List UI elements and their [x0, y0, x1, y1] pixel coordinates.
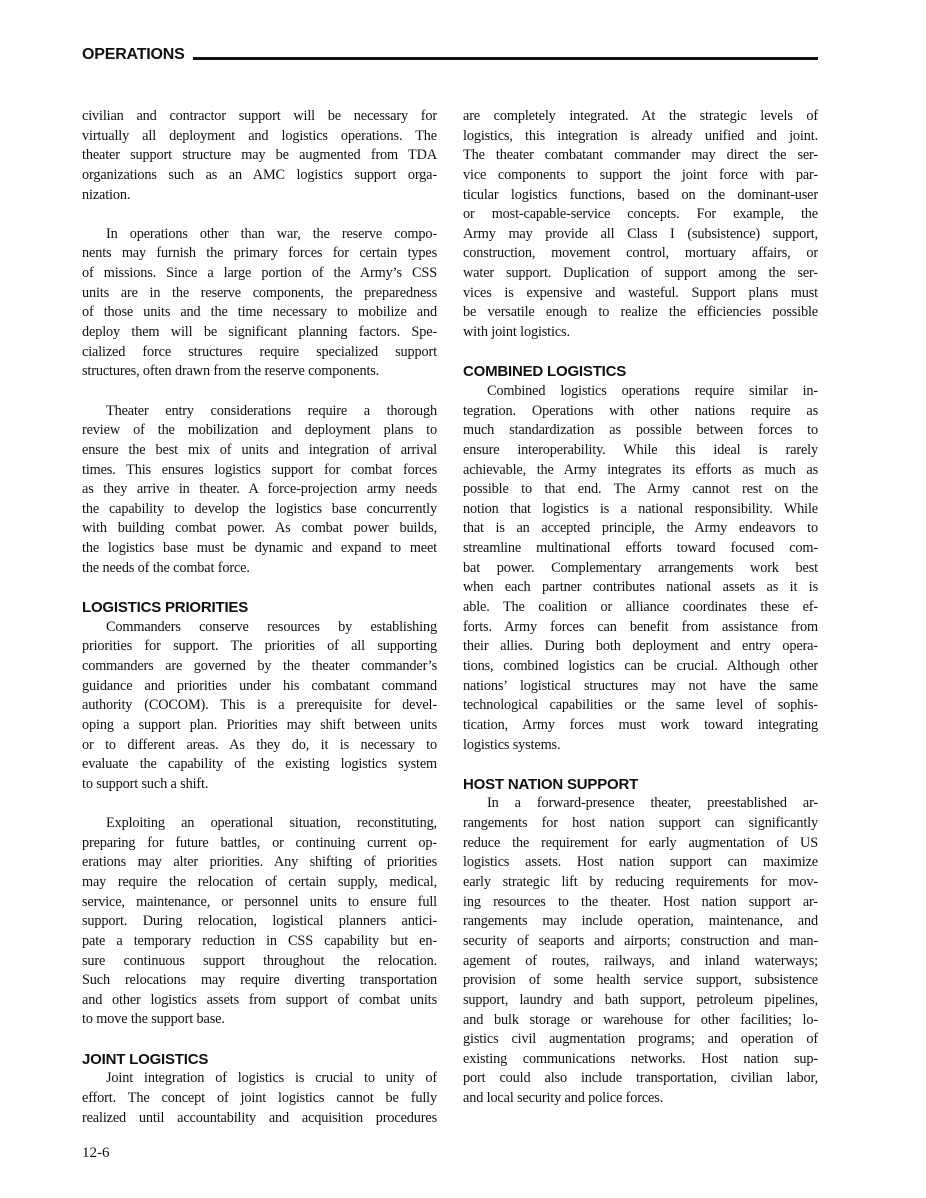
text-line: existing communications networks. Host nation sup-: [463, 1050, 818, 1067]
section-title: OPERATIONS: [82, 46, 185, 63]
paragraph: [82, 618, 437, 795]
paragraph: [82, 402, 437, 579]
text-line: nization.: [82, 186, 131, 203]
text-line: early strategic lift by reducing requirements for mov-: [463, 874, 818, 891]
text-line: Army may provide all Class I (subsistence) support,: [463, 225, 818, 242]
text-line: bat power. Complementary arrangements work best: [463, 559, 818, 576]
text-line: realized until accountability and acquisition procedures: [82, 1109, 437, 1126]
text-line: nents may furnish the primary forces for certain types: [82, 245, 437, 262]
text-line: the logistics base must be dynamic and expand to meet: [82, 540, 437, 557]
text-line: oping a support plan. Priorities may shift between units: [82, 716, 437, 733]
text-line: to move the support base.: [82, 1011, 225, 1028]
text-line: be versatile enough to realize the efficiencies possible: [463, 304, 818, 321]
text-line: vice components to support the joint force with par-: [463, 166, 818, 183]
text-line: streamline multinational efforts toward focused com-: [463, 540, 818, 557]
text-line: logistics, this integration is already unified and joint.: [463, 127, 818, 144]
text-line: support. During relocation, logistical planners antici-: [82, 913, 437, 930]
text-line: port could also include transportation, civilian labor,: [463, 1070, 818, 1087]
text-line: cialized force structures require specialized support: [82, 343, 437, 360]
text-line: units are in the reserve components, the preparedness: [82, 284, 437, 301]
text-line: tions, combined logistics can be crucial. Although other: [463, 657, 818, 674]
text-line: erations may alter priorities. Any shifting of priorities: [82, 854, 437, 871]
text-line: forts. Army forces can benefit from assistance from: [463, 618, 818, 635]
section-heading: HOST NATION SUPPORT: [463, 775, 639, 793]
text-line: and local security and police forces.: [463, 1090, 664, 1107]
text-line: much standardization as possible between forces to: [463, 422, 818, 439]
text-line: Commanders conserve resources by establishing: [106, 618, 437, 635]
text-line: provision of some health service support, subsistence: [463, 972, 818, 989]
text-line: commanders are governed by the theater commander’s: [82, 657, 437, 674]
text-line: their allies. During both deployment and entry opera-: [463, 638, 818, 655]
text-line: logistics assets. Host nation support can maximize: [463, 854, 818, 871]
text-line: that is an accepted principle, the Army endeavors to: [463, 520, 818, 537]
text-line: authority (COCOM). This is a prerequisite for devel-: [82, 697, 437, 714]
text-line: or most-capable-service concepts. For example, the: [463, 206, 818, 223]
text-line: structures, often drawn from the reserve components.: [82, 363, 380, 380]
text-line: virtually all deployment and logistics operations. The: [82, 127, 437, 144]
text-line: deploy them will be significant planning factors. Spe-: [82, 324, 437, 341]
text-line: vices is expensive and wasteful. Support plans must: [463, 284, 818, 301]
text-line: with building combat power. As combat power builds,: [82, 520, 437, 537]
text-line: with joint logistics.: [463, 324, 570, 341]
text-line: gistics civil augmentation programs; and operation of: [463, 1031, 818, 1048]
text-line: preparing for future battles, or continuing current op-: [82, 834, 437, 851]
text-line: reduce the requirement for early augmentation of US: [463, 834, 818, 851]
text-line: In a forward-presence theater, preestablished ar-: [487, 795, 818, 812]
paragraph: [82, 225, 437, 382]
text-line: are completely integrated. At the strategic levels of: [463, 108, 818, 124]
text-line: Combined logistics operations require similar in-: [487, 382, 818, 399]
text-line: able. The coalition or alliance coordinates these ef-: [463, 599, 818, 616]
text-line: notion that logistics is a national responsibility. While: [463, 500, 818, 517]
text-line: review of the mobilization and deployment plans to: [82, 422, 437, 439]
text-line: logistics systems.: [463, 736, 561, 753]
paragraph: [82, 1069, 437, 1128]
text-line: Joint integration of logistics is crucial to unity of: [106, 1070, 437, 1087]
section-heading: COMBINED LOGISTICS: [463, 363, 627, 381]
text-line: agement of routes, railways, and inland waterways;: [463, 952, 818, 969]
text-line: the needs of the combat force.: [82, 559, 250, 576]
text-line: nations’ logistical structures may not have the same: [463, 677, 818, 694]
paragraph: [463, 107, 818, 343]
text-line: ing resources to the theater. Host nation support ar-: [463, 893, 818, 910]
text-line: as they arrive in theater. A force-projection army needs: [82, 481, 437, 498]
text-line: priorities for support. The priorities of all supporting: [82, 638, 437, 655]
paragraph: [82, 814, 437, 1030]
text-line: rangements for host nation support can significantly: [463, 815, 818, 832]
text-line: tication, Army forces must work toward integrating: [463, 716, 818, 733]
text-line: water support. Duplication of support among the ser-: [463, 265, 818, 282]
text-line: achievable, the Army integrates its efforts as much as: [463, 461, 818, 478]
text-line: civilian and contractor support will be necessary for: [82, 108, 437, 124]
text-line: or to different areas. As they do, it is necessary to: [82, 736, 437, 753]
text-line: rangements may include operation, maintenance, and: [463, 913, 818, 930]
text-line: The theater combatant commander may direct the ser-: [463, 147, 818, 164]
text-line: support, laundry and bath support, petroleum pipelines,: [463, 991, 818, 1008]
page-number: 12-6: [82, 1145, 110, 1161]
text-line: of missions. Since a large portion of the Army’s CSS: [82, 265, 437, 282]
text-line: guidance and priorities under his combatant command: [82, 677, 437, 694]
text-line: service, maintenance, or personnel units to ensure full: [82, 893, 437, 910]
text-line: pate a temporary reduction in CSS capability but en-: [82, 932, 437, 949]
text-line: security of seaports and airports; construction and man-: [463, 932, 818, 949]
text-line: to support such a shift.: [82, 775, 209, 792]
text-line: In operations other than war, the reserve compo-: [106, 225, 437, 242]
section-heading: JOINT LOGISTICS: [82, 1050, 209, 1068]
text-line: times. This ensures logistics support for combat forces: [82, 461, 437, 478]
text-line: ensure the best mix of units and integration of arrival: [82, 441, 437, 458]
running-header: [82, 42, 818, 64]
text-line: Exploiting an operational situation, reconstituting,: [106, 815, 437, 832]
text-line: possible to that end. The Army cannot rest on the: [463, 481, 818, 498]
paragraph: [463, 382, 818, 755]
text-line: effort. The concept of joint logistics cannot be fully: [82, 1090, 437, 1107]
text-line: when each partner contributes national assets as it is: [463, 579, 818, 596]
header-rule: [193, 57, 818, 60]
paragraph: [463, 794, 818, 1108]
text-line: may require the relocation of certain supply, medical,: [82, 874, 437, 890]
text-line: Such relocations may require diverting transportation: [82, 972, 437, 989]
text-line: tegration. Operations with other nations require as: [463, 402, 818, 419]
text-line: the capability to develop the logistics base concurrently: [82, 500, 437, 517]
left-column: [82, 107, 437, 1128]
text-line: technological capabilities or the same level of sophis-: [463, 697, 818, 714]
text-line: ticular logistics functions, based on the dominant-user: [463, 186, 818, 203]
text-line: of those units and the time necessary to mobilize and: [82, 304, 437, 321]
text-line: evaluate the capability of the existing logistics system: [82, 756, 437, 773]
paragraph: [82, 107, 437, 205]
text-line: organizations such as an AMC logistics support orga-: [82, 166, 437, 183]
text-line: sure continuous support throughout the relocation.: [82, 952, 437, 969]
text-line: and other logistics assets from support of combat units: [82, 991, 437, 1008]
text-line: ensure interoperability. While this ideal is rarely: [463, 441, 818, 458]
text-line: construction, movement control, mortuary affairs, or: [463, 245, 818, 262]
text-line: and bulk storage or warehouse for other facilities; lo-: [463, 1011, 818, 1028]
section-heading: LOGISTICS PRIORITIES: [82, 599, 249, 617]
right-column: [463, 107, 818, 1128]
text-line: theater support structure may be augmented from TDA: [82, 147, 437, 164]
text-line: Theater entry considerations require a thorough: [106, 402, 437, 419]
